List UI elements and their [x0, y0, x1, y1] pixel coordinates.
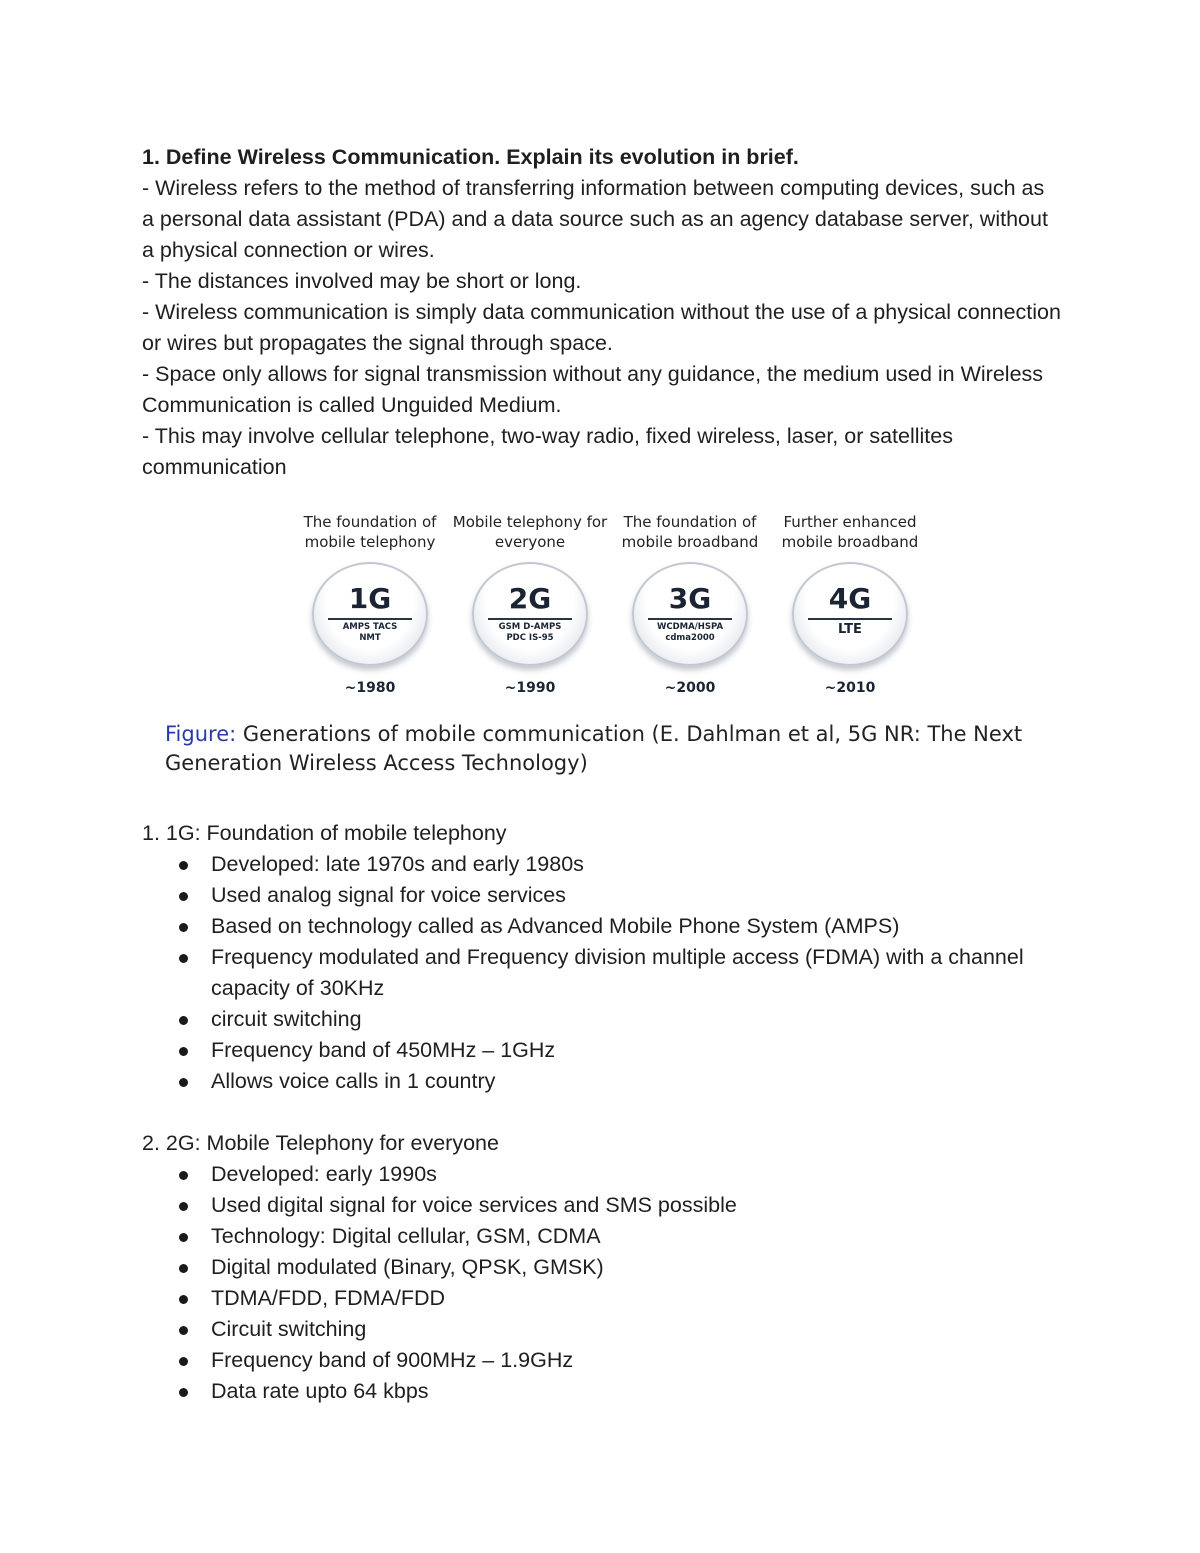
generation-tech-line: AMPS TACS [342, 622, 398, 632]
figure-caption-label: Figure: [165, 722, 237, 746]
bullet-icon [179, 1016, 188, 1025]
generation-tech-line: cdma2000 [665, 633, 715, 643]
generation-label: 3G [668, 582, 712, 615]
generation-year: ~2000 [664, 680, 716, 696]
generation-label: 2G [508, 582, 552, 615]
bullet-icon [179, 861, 188, 870]
list-item [211, 911, 1062, 942]
bullet-icon [179, 954, 188, 963]
generation-caption: The foundation of mobile telephony [303, 513, 437, 551]
list-item-text: Developed: late 1970s and early 1980s [211, 852, 584, 876]
bullet-icon [179, 1295, 188, 1304]
generation-caption: Mobile telephony for everyone [452, 513, 608, 551]
bullet-icon [179, 892, 188, 901]
generation-tech [314, 622, 426, 644]
list-item [211, 1376, 1062, 1407]
list-item [211, 1190, 1062, 1221]
list-item [211, 1252, 1062, 1283]
list-item [211, 1004, 1062, 1035]
generation-1g [290, 512, 450, 707]
list-item-text: Allows voice calls in 1 country [211, 1069, 496, 1093]
list-item [211, 1035, 1062, 1066]
generation-2g [450, 512, 610, 707]
generation-year: ~1980 [344, 680, 396, 696]
generation-badge [312, 562, 428, 666]
list-item-text: Data rate upto 64 kbps [211, 1379, 429, 1403]
bullet-icon [179, 1388, 188, 1397]
generation-tech [474, 622, 586, 644]
list-item [211, 1345, 1062, 1376]
list-item [211, 880, 1062, 911]
generation-badge [792, 562, 908, 666]
section-title: 2. 2G: Mobile Telephony for everyone [142, 1131, 499, 1155]
generation-year: ~1990 [504, 680, 556, 696]
generation-badge [632, 562, 748, 666]
list-item-text: Technology: Digital cellular, GSM, CDMA [211, 1224, 601, 1248]
list-item-text: Digital modulated (Binary, QPSK, GMSK) [211, 1255, 604, 1279]
bullet-icon [179, 1326, 188, 1335]
generation-tech-line: WCDMA/HSPA [656, 622, 724, 632]
bullet-icon [179, 1171, 188, 1180]
generation-tech-line: LTE [838, 622, 862, 637]
list-item-text: Used analog signal for voice services [211, 883, 566, 907]
list-item-text: Developed: early 1990s [211, 1162, 437, 1186]
section-1g [142, 818, 1062, 1097]
list-item [211, 1283, 1062, 1314]
bullet-icon [179, 1202, 188, 1211]
paragraph: - This may involve cellular telephone, two-way radio, fixed wireless, laser, or satellites communication [142, 424, 953, 479]
list-item [211, 942, 1062, 1004]
bullet-icon [179, 1078, 188, 1087]
badge-divider [328, 618, 412, 620]
list-item-text: Frequency band of 450MHz – 1GHz [211, 1038, 556, 1062]
list-item-text: Based on technology called as Advanced Mobile Phone System (AMPS) [211, 914, 900, 938]
list-item [211, 1066, 1062, 1097]
generation-tech-line: GSM D-AMPS [498, 622, 562, 632]
paragraph: - Wireless communication is simply data communication without the use of a physical connection or wires but propagates the signal through space. [142, 300, 1061, 355]
bullet-icon [179, 1233, 188, 1242]
list-item-text: Circuit switching [211, 1317, 367, 1341]
figure-caption [165, 720, 1045, 778]
generation-label: 1G [348, 582, 392, 615]
bullet-list [142, 849, 1062, 1097]
generations-figure [290, 512, 940, 707]
bullet-icon [179, 1357, 188, 1366]
bullet-icon [179, 923, 188, 932]
generation-4g [770, 512, 930, 707]
list-item [211, 1221, 1062, 1252]
bullet-list [142, 1159, 1062, 1407]
section-title: 1. 1G: Foundation of mobile telephony [142, 821, 507, 845]
list-item-text: TDMA/FDD, FDMA/FDD [211, 1286, 446, 1310]
list-item [211, 1314, 1062, 1345]
list-item-text: Used digital signal for voice services and SMS possible [211, 1193, 737, 1217]
badge-divider [488, 618, 572, 620]
question-heading: 1. Define Wireless Communication. Explain its evolution in brief. [142, 145, 799, 169]
paragraph: - The distances involved may be short or long. [142, 269, 582, 293]
generation-label: 4G [828, 582, 872, 615]
generation-year: ~2010 [824, 680, 876, 696]
generation-tech-line: NMT [359, 633, 381, 643]
generation-tech [794, 624, 906, 635]
list-item-text: Frequency modulated and Frequency division multiple access (FDMA) with a channel capacity of 30KHz [211, 945, 1024, 1000]
badge-divider [648, 618, 732, 620]
list-item [211, 849, 1062, 880]
generation-caption: The foundation of mobile broadband [621, 513, 759, 551]
bullet-icon [179, 1264, 188, 1273]
paragraph: - Space only allows for signal transmission without any guidance, the medium used in Wireless Communication is called Unguided Medium. [142, 362, 1044, 417]
list-item-text: Frequency band of 900MHz – 1.9GHz [211, 1348, 574, 1372]
figure-caption-text: Generations of mobile communication (E. Dahlman et al, 5G NR: The Next Generation Wireless Access Technology) [165, 722, 1023, 775]
badge-divider [808, 618, 892, 620]
question-block [142, 142, 1062, 483]
generation-tech [634, 622, 746, 644]
list-item [211, 1159, 1062, 1190]
paragraph: - Wireless refers to the method of transferring information between computing devices, such as a personal data assistant (PDA) and a data source such as an agency database server, without a physical connection or wires. [142, 176, 1048, 262]
generation-caption: Further enhanced mobile broadband [781, 513, 919, 551]
list-item-text: circuit switching [211, 1007, 362, 1031]
generation-tech-line: PDC IS-95 [506, 633, 554, 643]
generation-3g [610, 512, 770, 707]
generation-badge [472, 562, 588, 666]
bullet-icon [179, 1047, 188, 1056]
section-2g [142, 1128, 1062, 1407]
